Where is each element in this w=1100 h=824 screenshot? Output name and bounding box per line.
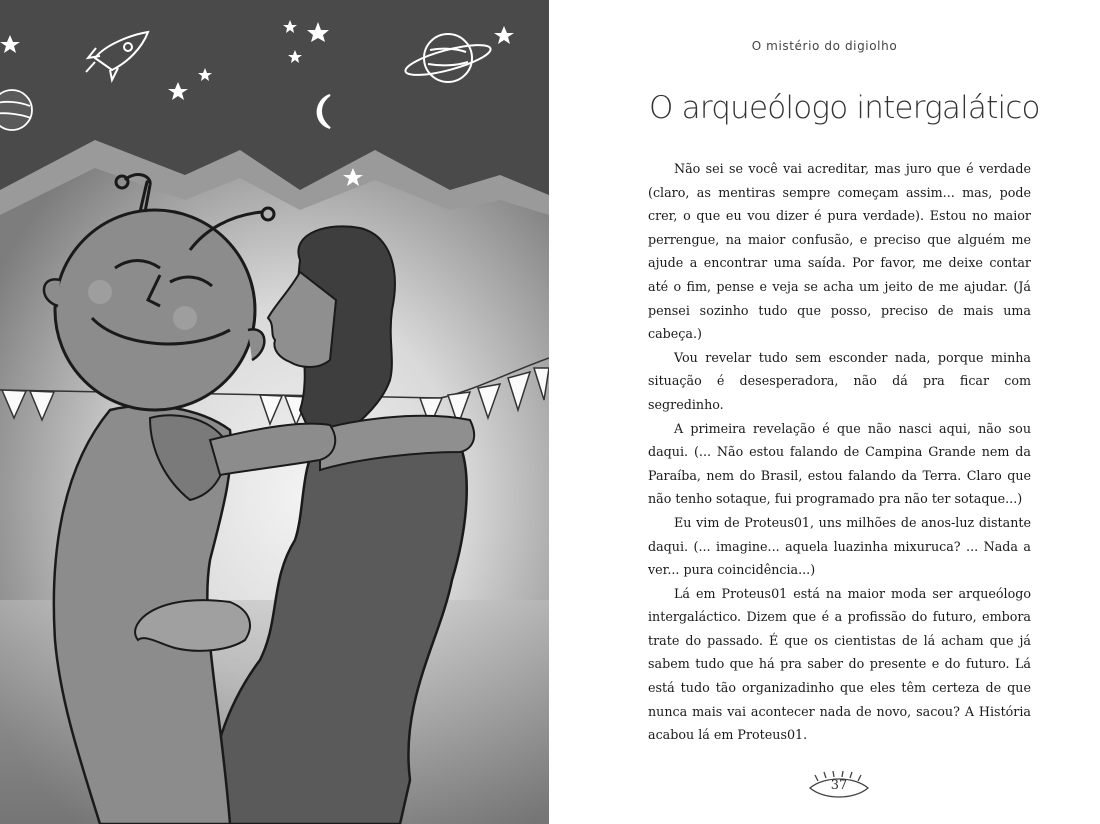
alien-cheek-right [173,306,197,330]
paragraph: A primeira revelação é que não nasci aqui, não sou daqui. (... Não estou falando de Campina Grande nem da Paraíba, nem do Brasil, estou falando da Terra. Claro que não tenho sotaque, fui programado pra não ter sotaque...) [648,420,1031,507]
illustration [0,0,549,824]
planet-icon [0,90,32,130]
text-page [549,0,1100,824]
body-text [648,157,1031,747]
paragraph: Vou revelar tudo sem esconder nada, porque minha situação é desesperadora, não dá pra ficar com segredinho. [648,349,1031,412]
paragraph: Não sei se você vai acreditar, mas juro que é verdade (claro, as mentiras sempre começam assim... mas, pode crer, o que eu vou dizer é pura verdade). Estou no maior perrengue, na maior confusão, e preciso que alguém me ajude a encontrar uma saída. Por favor, me deixe contar até o fim, pense e veja se acha um jeito de me ajudar. (Já pensei sozinho tudo que posso, preciso de mais uma cabeça.) [648,161,1031,342]
page-number: 37 [830,778,848,793]
chapter-title: O arqueólogo intergalático [649,90,1040,126]
paragraph: Eu vim de Proteus01, uns milhões de anos-luz distante daqui. (... imagine... aquela luazinha mixuruca? ... Nada a ver... pura coincidência...) [648,514,1031,578]
paragraph: Lá em Proteus01 está na maior moda ser arqueólogo intergaláctico. Dizem que é a profissão do futuro, embora trate do passado. É que os cientistas de lá acham que já sabem tudo que há pra saber do presente e do futuro. Lá está tudo tão organizadinho que eles têm certeza de que nunca mais vai acontecer nada de novo, sacou? A História acabou lá em Proteus01. [648,585,1031,743]
alien-cheek [88,280,112,304]
running-head: O mistério do digiolho [751,39,898,53]
alien-head [55,210,255,410]
